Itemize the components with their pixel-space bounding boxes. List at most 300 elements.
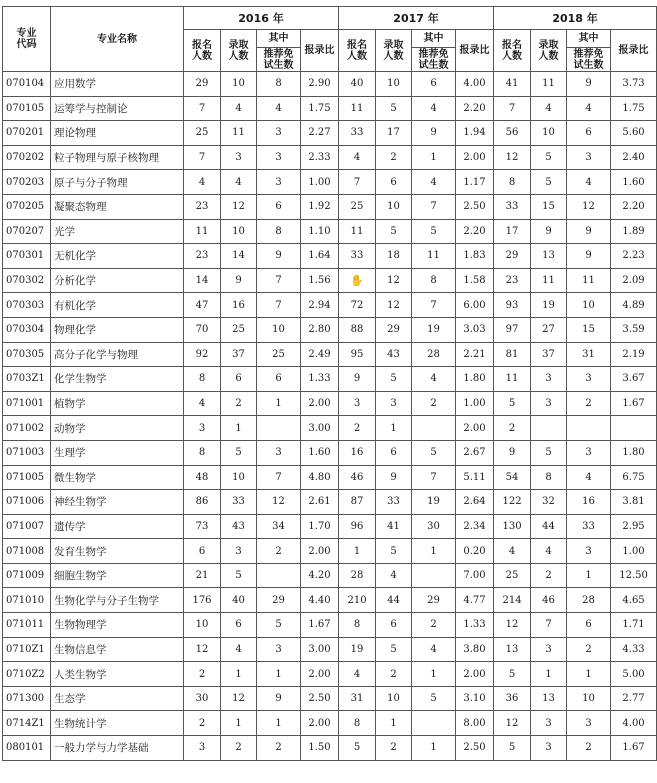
cell-admitted-2017: 12 <box>376 293 412 318</box>
cell-applicants-2016: 70 <box>184 317 221 342</box>
cell-ratio-2017: 2.20 <box>456 219 494 244</box>
header-of-which-2018: 其中 <box>567 30 611 48</box>
cell-ratio-2017: 1.80 <box>456 367 494 392</box>
cell-admitted-2018: 5 <box>531 145 567 170</box>
cell-ratio-2016: 1.92 <box>301 194 339 219</box>
cell-exempt-2017: 19 <box>412 490 456 515</box>
cell-ratio-2017: 0.20 <box>456 539 494 564</box>
cell-ratio-2016: 2.94 <box>301 293 339 318</box>
cell-applicants-2018: 23 <box>494 268 531 293</box>
cell-admitted-2018: 19 <box>531 293 567 318</box>
cell-applicants-2017: 8 <box>339 613 376 638</box>
cell-name: 遗传学 <box>51 514 184 539</box>
cell-ratio-2018: 2.23 <box>611 244 657 269</box>
cell-exempt-2017: 8 <box>412 268 456 293</box>
cell-applicants-2018: 11 <box>494 367 531 392</box>
hand-cursor-icon: ✋ <box>350 274 364 288</box>
cell-code: 070202 <box>3 145 51 170</box>
cell-code: 070302 <box>3 268 51 293</box>
cell-exempt-2018: 9 <box>567 244 611 269</box>
cell-applicants-2018: 12 <box>494 613 531 638</box>
cell-admitted-2016: 4 <box>221 637 257 662</box>
cell-name: 植物学 <box>51 391 184 416</box>
cell-ratio-2018: 2.20 <box>611 194 657 219</box>
cell-admitted-2018: 11 <box>531 72 567 97</box>
cell-exempt-2018: 28 <box>567 588 611 613</box>
cell-exempt-2016: 3 <box>257 121 301 146</box>
cell-applicants-2016: 4 <box>184 170 221 195</box>
cell-admitted-2018: 4 <box>531 539 567 564</box>
cell-ratio-2018: 1.67 <box>611 391 657 416</box>
table-row <box>3 686 657 711</box>
cell-applicants-2017: 11 <box>339 219 376 244</box>
cell-applicants-2017: 46 <box>339 465 376 490</box>
cell-exempt-2017: 4 <box>412 170 456 195</box>
cell-applicants-2017: 95 <box>339 342 376 367</box>
cell-exempt-2016: 2 <box>257 736 301 761</box>
cell-exempt-2017: 4 <box>412 637 456 662</box>
cell-ratio-2016: 3.00 <box>301 416 339 441</box>
cell-applicants-2018: 12 <box>494 711 531 736</box>
table-row <box>3 391 657 416</box>
cell-exempt-2016: 4 <box>257 96 301 121</box>
cell-applicants-2017: 33 <box>339 121 376 146</box>
cell-applicants-2017: 88 <box>339 317 376 342</box>
cell-applicants-2016: 25 <box>184 121 221 146</box>
cell-applicants-2016: 47 <box>184 293 221 318</box>
cell-exempt-2018: 11 <box>567 268 611 293</box>
cell-admitted-2018 <box>531 416 567 441</box>
cell-ratio-2016: 1.64 <box>301 244 339 269</box>
admissions-table-container <box>2 6 649 761</box>
cell-admitted-2018: 1 <box>531 662 567 687</box>
cell-admitted-2016: 12 <box>221 194 257 219</box>
cell-admitted-2017: 2 <box>376 736 412 761</box>
cell-applicants-2016: 8 <box>184 440 221 465</box>
cell-applicants-2016: 4 <box>184 391 221 416</box>
cell-exempt-2017: 7 <box>412 194 456 219</box>
cell-admitted-2017: 18 <box>376 244 412 269</box>
cell-ratio-2016: 1.33 <box>301 367 339 392</box>
header-of-which-2017: 其中 <box>412 30 456 48</box>
cell-admitted-2016: 6 <box>221 367 257 392</box>
cell-exempt-2016: 3 <box>257 170 301 195</box>
cell-applicants-2017: 28 <box>339 563 376 588</box>
header-year-2016: 2016 年 <box>184 7 339 30</box>
cell-ratio-2017: 2.34 <box>456 514 494 539</box>
cell-ratio-2016: 2.27 <box>301 121 339 146</box>
cell-code: 070301 <box>3 244 51 269</box>
cell-admitted-2016: 10 <box>221 72 257 97</box>
header-of-which-2016: 其中 <box>257 30 301 48</box>
header-exempt-2018: 推荐免 试生数 <box>567 48 611 72</box>
cell-admitted-2018: 44 <box>531 514 567 539</box>
cell-ratio-2017: 4.00 <box>456 72 494 97</box>
cell-ratio-2017: 2.50 <box>456 736 494 761</box>
cell-exempt-2016: 5 <box>257 613 301 638</box>
header-year-2018: 2018 年 <box>494 7 657 30</box>
cell-exempt-2018: 2 <box>567 736 611 761</box>
cell-admitted-2016: 12 <box>221 686 257 711</box>
cell-exempt-2017: 6 <box>412 72 456 97</box>
cell-ratio-2018: 2.77 <box>611 686 657 711</box>
cell-applicants-2018: 8 <box>494 170 531 195</box>
cell-admitted-2018: 10 <box>531 121 567 146</box>
table-header <box>3 7 657 72</box>
cell-ratio-2017: 1.33 <box>456 613 494 638</box>
cell-admitted-2017: 9 <box>376 465 412 490</box>
table-row <box>3 490 657 515</box>
table-row <box>3 711 657 736</box>
cell-ratio-2017: 4.77 <box>456 588 494 613</box>
cell-code: 071006 <box>3 490 51 515</box>
cell-applicants-2016: 6 <box>184 539 221 564</box>
cell-applicants-2016: 11 <box>184 219 221 244</box>
cell-name: 发育生物学 <box>51 539 184 564</box>
cell-ratio-2018: 2.09 <box>611 268 657 293</box>
table-row <box>3 539 657 564</box>
cell-admitted-2017: 44 <box>376 588 412 613</box>
cell-exempt-2016: 25 <box>257 342 301 367</box>
cell-exempt-2016: 9 <box>257 686 301 711</box>
cell-applicants-2016: 14 <box>184 268 221 293</box>
cell-exempt-2016 <box>257 563 301 588</box>
cell-exempt-2018: 3 <box>567 440 611 465</box>
cell-admitted-2018: 3 <box>531 736 567 761</box>
cell-applicants-2018: 7 <box>494 96 531 121</box>
cell-applicants-2017: 210 <box>339 588 376 613</box>
cell-applicants-2017: 40 <box>339 72 376 97</box>
cell-ratio-2017: 2.50 <box>456 194 494 219</box>
cell-admitted-2016: 33 <box>221 490 257 515</box>
cell-exempt-2018: 3 <box>567 367 611 392</box>
cell-admitted-2016: 25 <box>221 317 257 342</box>
cell-exempt-2018: 33 <box>567 514 611 539</box>
cell-exempt-2018: 4 <box>567 96 611 121</box>
cell-admitted-2018: 2 <box>531 563 567 588</box>
table-row <box>3 662 657 687</box>
cell-ratio-2017: 3.03 <box>456 317 494 342</box>
cell-admitted-2018: 3 <box>531 711 567 736</box>
cell-ratio-2018: 4.00 <box>611 711 657 736</box>
cell-ratio-2018: 3.73 <box>611 72 657 97</box>
table-row <box>3 613 657 638</box>
cell-admitted-2016: 1 <box>221 416 257 441</box>
cell-applicants-2017: 16 <box>339 440 376 465</box>
cell-exempt-2016: 2 <box>257 539 301 564</box>
cell-ratio-2016: 4.20 <box>301 563 339 588</box>
cell-exempt-2017: 1 <box>412 736 456 761</box>
cell-ratio-2018: 12.50 <box>611 563 657 588</box>
cell-admitted-2018: 4 <box>531 96 567 121</box>
cell-admitted-2018: 8 <box>531 465 567 490</box>
cell-ratio-2016: 2.00 <box>301 711 339 736</box>
cell-admitted-2016: 10 <box>221 465 257 490</box>
cell-exempt-2017: 9 <box>412 121 456 146</box>
header-year-2017: 2017 年 <box>339 7 494 30</box>
cell-code: 071005 <box>3 465 51 490</box>
cell-ratio-2017: 1.83 <box>456 244 494 269</box>
table-body <box>3 72 657 761</box>
cell-ratio-2016: 2.00 <box>301 539 339 564</box>
cell-exempt-2016: 3 <box>257 440 301 465</box>
cell-ratio-2016: 2.90 <box>301 72 339 97</box>
cell-ratio-2018: 2.19 <box>611 342 657 367</box>
cell-applicants-2016: 12 <box>184 637 221 662</box>
cell-applicants-2018: 25 <box>494 563 531 588</box>
cell-ratio-2017: 5.11 <box>456 465 494 490</box>
cell-applicants-2017: 9 <box>339 367 376 392</box>
cell-exempt-2017: 28 <box>412 342 456 367</box>
cell-admitted-2016: 5 <box>221 563 257 588</box>
cell-exempt-2017: 2 <box>412 613 456 638</box>
cell-exempt-2017: 5 <box>412 219 456 244</box>
cell-applicants-2016: 21 <box>184 563 221 588</box>
cell-exempt-2016: 8 <box>257 72 301 97</box>
cell-ratio-2018: 5.60 <box>611 121 657 146</box>
cell-applicants-2018: 5 <box>494 662 531 687</box>
cell-exempt-2016: 10 <box>257 317 301 342</box>
cell-name: 无机化学 <box>51 244 184 269</box>
table-row <box>3 416 657 441</box>
cell-admitted-2018: 32 <box>531 490 567 515</box>
cell-applicants-2017: 8 <box>339 711 376 736</box>
cell-exempt-2018: 3 <box>567 539 611 564</box>
header-ratio-2016: 报录比 <box>301 30 339 72</box>
cell-applicants-2017: 3 <box>339 391 376 416</box>
header-admitted-2016: 录取 人数 <box>221 30 257 72</box>
cell-admitted-2017: 17 <box>376 121 412 146</box>
cell-name: 细胞生物学 <box>51 563 184 588</box>
cell-admitted-2017: 6 <box>376 440 412 465</box>
cell-exempt-2018: 6 <box>567 613 611 638</box>
cell-ratio-2018: 3.81 <box>611 490 657 515</box>
cell-ratio-2017: 2.00 <box>456 662 494 687</box>
cell-exempt-2016: 1 <box>257 662 301 687</box>
cell-ratio-2016: 1.50 <box>301 736 339 761</box>
table-row <box>3 637 657 662</box>
cell-admitted-2018: 13 <box>531 686 567 711</box>
table-row <box>3 170 657 195</box>
cell-exempt-2016: 6 <box>257 194 301 219</box>
cell-exempt-2018 <box>567 416 611 441</box>
cell-ratio-2018: 1.00 <box>611 539 657 564</box>
table-row <box>3 121 657 146</box>
cell-ratio-2017: 3.80 <box>456 637 494 662</box>
cell-ratio-2017: 2.20 <box>456 96 494 121</box>
cell-admitted-2018: 3 <box>531 367 567 392</box>
cell-ratio-2018: 1.67 <box>611 736 657 761</box>
cell-admitted-2016: 43 <box>221 514 257 539</box>
cell-applicants-2017: 11 <box>339 96 376 121</box>
cell-ratio-2017: 8.00 <box>456 711 494 736</box>
cell-applicants-2016: 3 <box>184 416 221 441</box>
cell-exempt-2016 <box>257 416 301 441</box>
cell-exempt-2017: 30 <box>412 514 456 539</box>
cell-code: 070207 <box>3 219 51 244</box>
cell-applicants-2018: 97 <box>494 317 531 342</box>
cell-admitted-2017: 10 <box>376 72 412 97</box>
cell-admitted-2018: 3 <box>531 637 567 662</box>
cell-ratio-2016: 2.80 <box>301 317 339 342</box>
cell-admitted-2018: 13 <box>531 244 567 269</box>
cell-ratio-2018: 3.67 <box>611 367 657 392</box>
table-row <box>3 268 657 293</box>
cell-applicants-2017: 2 <box>339 416 376 441</box>
cell-admitted-2017: 41 <box>376 514 412 539</box>
cell-exempt-2017: 7 <box>412 293 456 318</box>
cell-name: 神经生物学 <box>51 490 184 515</box>
cell-admitted-2017: 5 <box>376 367 412 392</box>
cell-code: 070305 <box>3 342 51 367</box>
cell-name: 生物化学与分子生物学 <box>51 588 184 613</box>
cell-name: 运筹学与控制论 <box>51 96 184 121</box>
cell-ratio-2017: 2.21 <box>456 342 494 367</box>
table-row <box>3 342 657 367</box>
cell-exempt-2018: 16 <box>567 490 611 515</box>
cell-admitted-2017: 2 <box>376 145 412 170</box>
cell-admitted-2017: 43 <box>376 342 412 367</box>
cell-exempt-2017: 11 <box>412 244 456 269</box>
header-name: 专业名称 <box>51 7 184 72</box>
cell-applicants-2018: 4 <box>494 539 531 564</box>
cell-code: 0703Z1 <box>3 367 51 392</box>
cell-applicants-2017: 7 <box>339 170 376 195</box>
cell-exempt-2018: 31 <box>567 342 611 367</box>
cell-admitted-2016: 1 <box>221 711 257 736</box>
cell-applicants-2018: 5 <box>494 391 531 416</box>
cell-name: 一般力学与力学基础 <box>51 736 184 761</box>
cell-admitted-2018: 7 <box>531 613 567 638</box>
cell-ratio-2017: 2.00 <box>456 416 494 441</box>
cell-applicants-2016: 2 <box>184 662 221 687</box>
cell-admitted-2016: 1 <box>221 662 257 687</box>
cell-ratio-2016: 4.40 <box>301 588 339 613</box>
cell-ratio-2018 <box>611 416 657 441</box>
cell-exempt-2018: 4 <box>567 465 611 490</box>
cell-admitted-2017: 5 <box>376 96 412 121</box>
cell-ratio-2016: 2.33 <box>301 145 339 170</box>
cell-applicants-2017: 31 <box>339 686 376 711</box>
table-row <box>3 317 657 342</box>
cell-admitted-2018: 46 <box>531 588 567 613</box>
cell-ratio-2017: 1.58 <box>456 268 494 293</box>
cell-admitted-2016: 2 <box>221 736 257 761</box>
cell-ratio-2018: 4.65 <box>611 588 657 613</box>
cell-name: 高分子化学与物理 <box>51 342 184 367</box>
cell-exempt-2017: 4 <box>412 96 456 121</box>
cell-applicants-2018: 13 <box>494 637 531 662</box>
cell-exempt-2016: 3 <box>257 145 301 170</box>
cell-code: 071008 <box>3 539 51 564</box>
cell-exempt-2016: 29 <box>257 588 301 613</box>
cell-ratio-2017: 2.64 <box>456 490 494 515</box>
cell-name: 有机化学 <box>51 293 184 318</box>
cell-exempt-2018: 1 <box>567 662 611 687</box>
cell-exempt-2018: 1 <box>567 563 611 588</box>
cell-code: 071002 <box>3 416 51 441</box>
cell-applicants-2017: 4 <box>339 662 376 687</box>
cell-exempt-2018: 3 <box>567 711 611 736</box>
cell-ratio-2018: 2.95 <box>611 514 657 539</box>
cell-name: 生态学 <box>51 686 184 711</box>
cell-applicants-2017: 96 <box>339 514 376 539</box>
cell-name: 理论物理 <box>51 121 184 146</box>
cell-exempt-2018: 2 <box>567 391 611 416</box>
cell-exempt-2016: 34 <box>257 514 301 539</box>
cell-applicants-2017: 25 <box>339 194 376 219</box>
cell-exempt-2016: 3 <box>257 637 301 662</box>
cell-exempt-2018: 6 <box>567 121 611 146</box>
cell-ratio-2016: 2.00 <box>301 662 339 687</box>
cell-admitted-2017: 10 <box>376 686 412 711</box>
cell-applicants-2018: 56 <box>494 121 531 146</box>
cell-admitted-2017: 3 <box>376 391 412 416</box>
cell-ratio-2016: 2.61 <box>301 490 339 515</box>
cell-exempt-2017: 2 <box>412 391 456 416</box>
cell-applicants-2016: 8 <box>184 367 221 392</box>
cell-name: 光学 <box>51 219 184 244</box>
cell-exempt-2017 <box>412 711 456 736</box>
cell-admitted-2018: 15 <box>531 194 567 219</box>
cell-applicants-2017: 5 <box>339 736 376 761</box>
cell-name: 生物统计学 <box>51 711 184 736</box>
cell-exempt-2016: 1 <box>257 391 301 416</box>
cell-exempt-2017: 4 <box>412 367 456 392</box>
cell-exempt-2016: 6 <box>257 367 301 392</box>
cell-code: 080101 <box>3 736 51 761</box>
cell-ratio-2016: 3.00 <box>301 637 339 662</box>
table-row <box>3 244 657 269</box>
cell-name: 动物学 <box>51 416 184 441</box>
cell-admitted-2016: 37 <box>221 342 257 367</box>
cell-exempt-2016: 8 <box>257 219 301 244</box>
cell-applicants-2018: 122 <box>494 490 531 515</box>
cell-code: 0714Z1 <box>3 711 51 736</box>
cell-code: 070304 <box>3 317 51 342</box>
header-exempt-2016: 推荐免 试生数 <box>257 48 301 72</box>
cell-exempt-2018: 9 <box>567 219 611 244</box>
cell-admitted-2017: 33 <box>376 490 412 515</box>
cell-admitted-2016: 10 <box>221 219 257 244</box>
cell-applicants-2016: 30 <box>184 686 221 711</box>
header-applicants-2018: 报名 人数 <box>494 30 531 72</box>
cell-ratio-2016: 4.80 <box>301 465 339 490</box>
cell-applicants-2018: 36 <box>494 686 531 711</box>
cell-ratio-2017: 3.10 <box>456 686 494 711</box>
cell-ratio-2017: 1.94 <box>456 121 494 146</box>
cell-admitted-2017: 29 <box>376 317 412 342</box>
cell-admitted-2016: 4 <box>221 96 257 121</box>
cell-ratio-2017: 2.67 <box>456 440 494 465</box>
cell-ratio-2016: 1.75 <box>301 96 339 121</box>
cell-exempt-2016: 7 <box>257 268 301 293</box>
cell-applicants-2016: 3 <box>184 736 221 761</box>
header-admitted-2017: 录取 人数 <box>376 30 412 72</box>
cell-admitted-2016: 9 <box>221 268 257 293</box>
cell-applicants-2017: 1 <box>339 539 376 564</box>
cell-ratio-2017: 2.00 <box>456 145 494 170</box>
cell-admitted-2016: 40 <box>221 588 257 613</box>
cell-ratio-2018: 1.89 <box>611 219 657 244</box>
cell-exempt-2018: 2 <box>567 637 611 662</box>
cell-name: 生物物理学 <box>51 613 184 638</box>
cell-applicants-2017: 4 <box>339 145 376 170</box>
cell-code: 070203 <box>3 170 51 195</box>
cell-name: 原子与分子物理 <box>51 170 184 195</box>
cell-ratio-2016: 2.50 <box>301 686 339 711</box>
cell-applicants-2018: 33 <box>494 194 531 219</box>
